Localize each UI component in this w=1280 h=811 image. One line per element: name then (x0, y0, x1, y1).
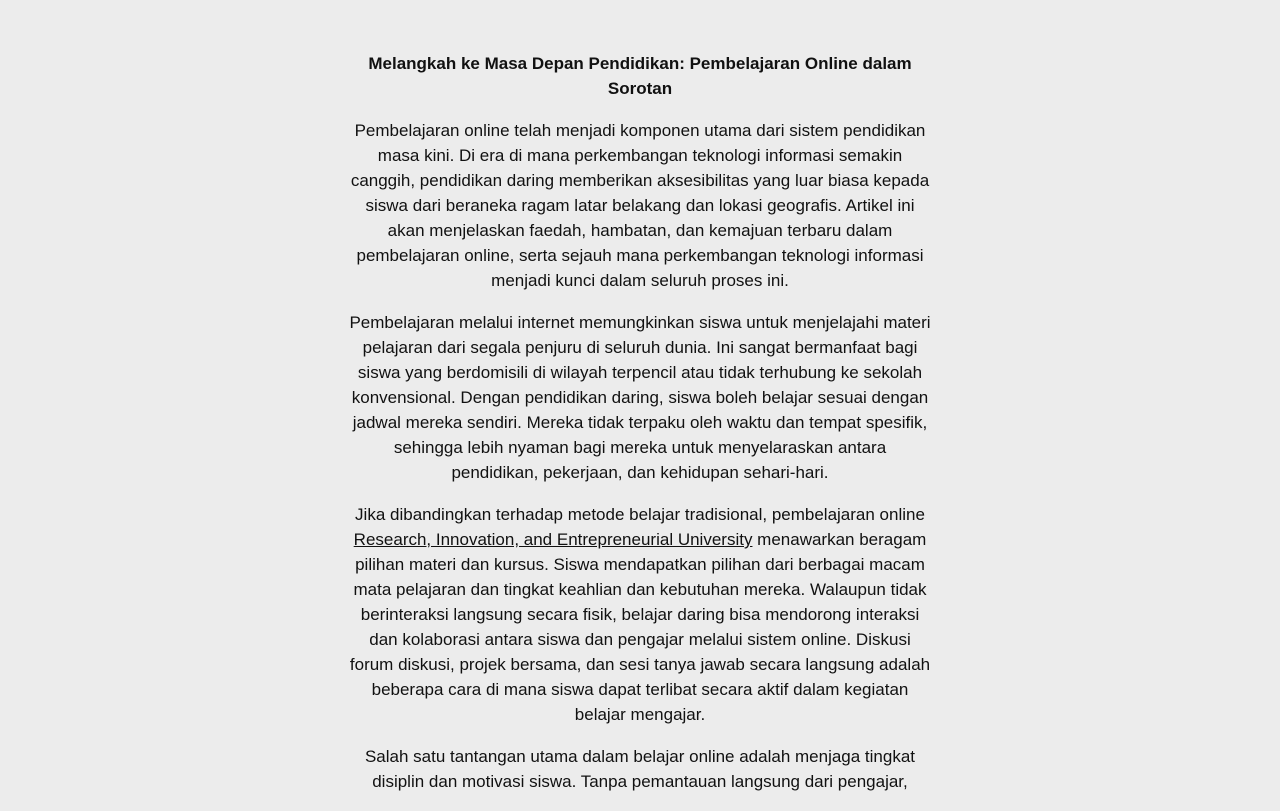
paragraph-3-text-before: Jika dibandingkan terhadap metode belajar tradisional, pembelajaran online (355, 505, 925, 524)
article-paragraph-2: Pembelajaran melalui internet memungkinkan siswa untuk menjelajahi materi pelajaran dari segala penjuru di seluruh dunia. Ini sangat bermanfaat bagi siswa yang berdomisili di wilayah terpencil atau tidak terhubung ke sekolah konvensional. Dengan pendidikan daring, siswa boleh belajar sesuai dengan jadwal mereka sendiri. Mereka tidak terpaku oleh waktu dan tempat spesifik, sehingga lebih nyaman bagi mereka untuk menyelaraskan antara pendidikan, pekerjaan, dan kehidupan sehari-hari. (349, 313, 931, 482)
article-title: Melangkah ke Masa Depan Pendidikan: Pembelajaran Online dalam Sorotan (368, 54, 912, 98)
article-paragraph-1: Pembelajaran online telah menjadi komponen utama dari sistem pendidikan masa kini. Di era di mana perkembangan teknologi informasi semakin canggih, pendidikan daring memberikan aksesibilitas yang luar biasa kepada siswa dari beraneka ragam latar belakang dan lokasi geografis. Artikel ini akan menjelaskan faedah, hambatan, dan kemajuan terbaru dalam pembelajaran online, serta sejauh mana perkembangan teknologi informasi menjadi kunci dalam seluruh proses ini. (350, 121, 930, 290)
article (348, 51, 932, 811)
university-link[interactable]: Research, Innovation, and Entrepreneurial University (353, 530, 753, 549)
paragraph-3-text-after: menawarkan beragam pilihan materi dan kursus. Siswa mendapatkan pilihan dari berbagai macam mata pelajaran dan tingkat keahlian dan kebutuhan mereka. Walaupun tidak berinteraksi langsung secara fisik, belajar daring bisa mendorong interaksi dan kolaborasi antara siswa dan pengajar melalui sistem online. Diskusi forum diskusi, projek bersama, dan sesi tanya jawab secara langsung adalah beberapa cara di mana siswa dapat terlibat secara aktif dalam kegiatan belajar mengajar. (349, 530, 931, 724)
article-paragraph-3 (348, 502, 932, 727)
article-paragraph-4: Salah satu tantangan utama dalam belajar online adalah menjaga tingkat disiplin dan motivasi siswa. Tanpa pemantauan langsung dari pengajar, (364, 747, 916, 791)
